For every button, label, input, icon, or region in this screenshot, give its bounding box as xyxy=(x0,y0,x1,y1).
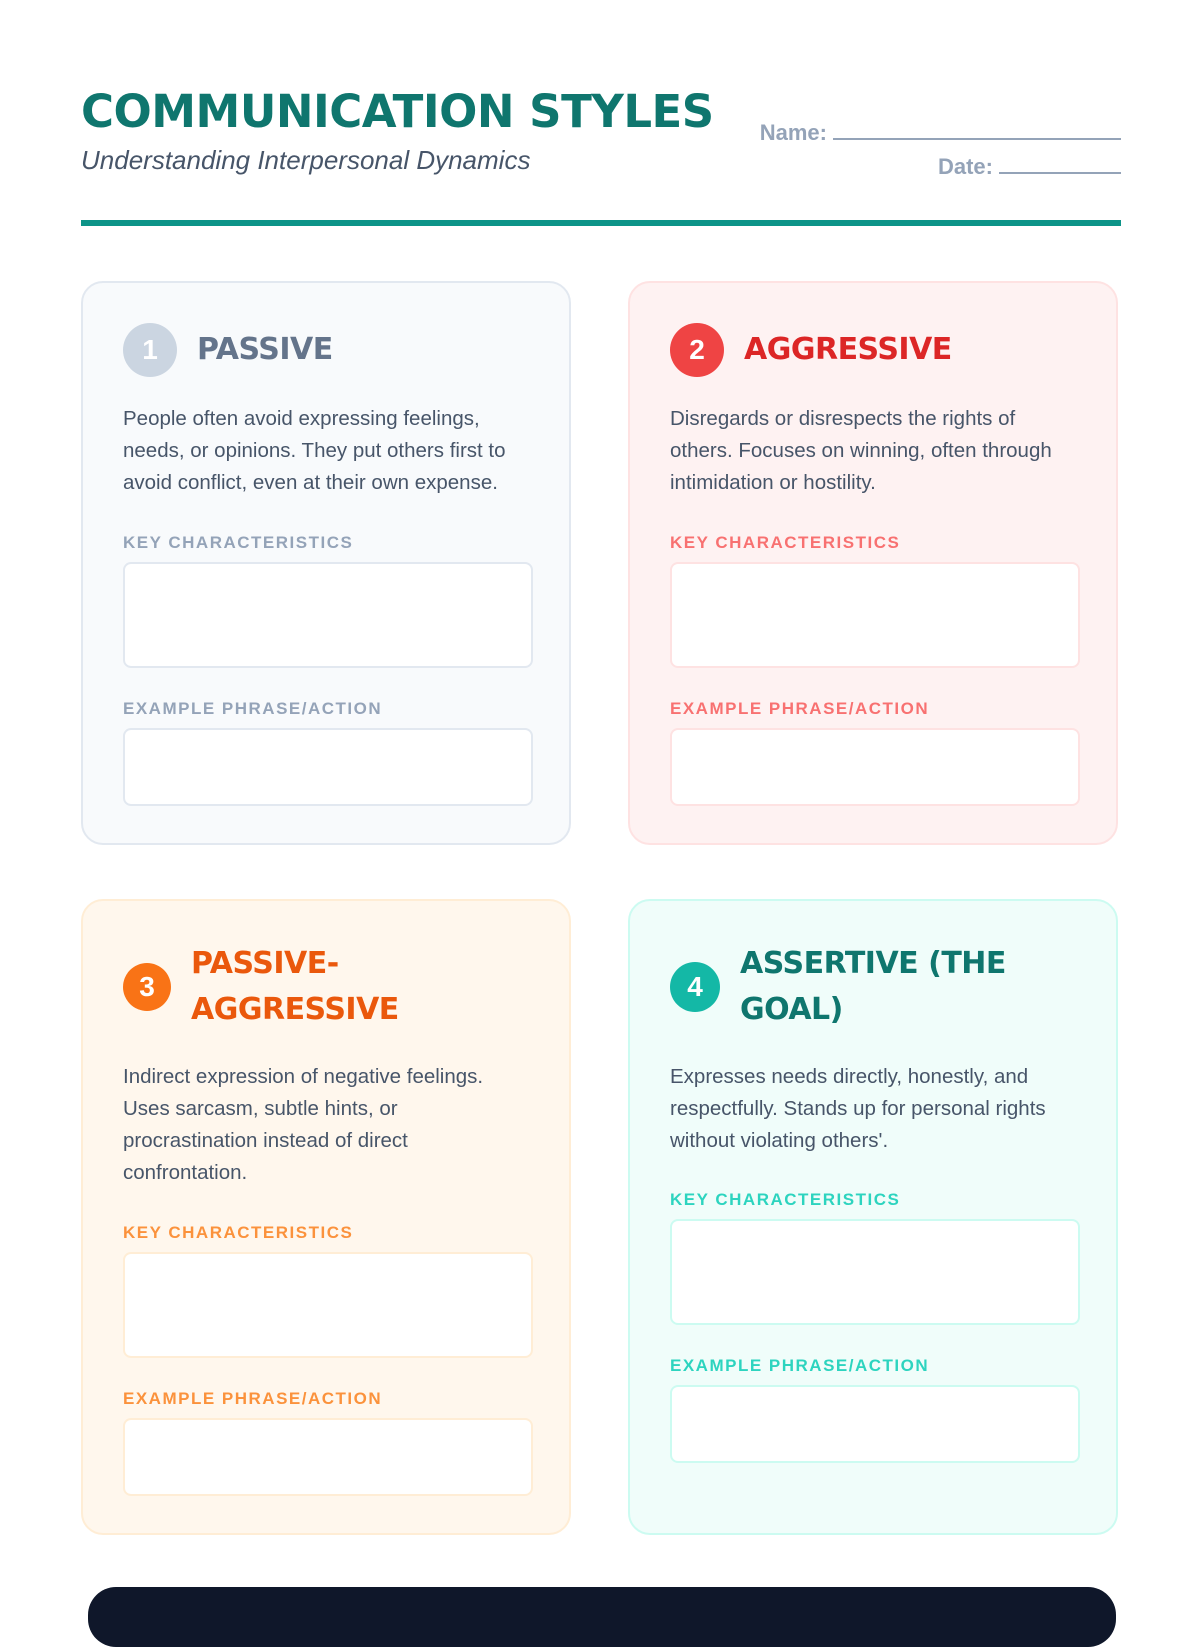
key-characteristics-input[interactable] xyxy=(123,1252,533,1358)
card-title: AGGRESSIVE xyxy=(744,332,952,367)
date-label: Date: xyxy=(937,154,993,179)
card-header xyxy=(670,941,1086,1033)
card-description: Expresses needs directly, honestly, and respectfully. Stands up for personal rights without violating others'. xyxy=(670,1065,1046,1152)
card-aggressive xyxy=(628,281,1118,845)
card-title: PASSIVE xyxy=(197,332,333,367)
number-badge: 1 xyxy=(123,323,177,377)
key-characteristics-label: KEY CHARACTERISTICS xyxy=(123,1223,354,1242)
card-passive xyxy=(81,281,571,845)
key-characteristics-label: KEY CHARACTERISTICS xyxy=(670,1190,901,1209)
example-phrase-input[interactable] xyxy=(670,1385,1080,1463)
card-description: People often avoid expressing feelings, needs, or opinions. They put others first to avoid conflict, even at their own expense. xyxy=(123,407,506,494)
number-badge: 4 xyxy=(670,962,720,1012)
example-phrase-label: EXAMPLE PHRASE/ACTION xyxy=(670,699,930,718)
card-description: Disregards or disrespects the rights of others. Focuses on winning, often through intimidation or hostility. xyxy=(670,407,1052,494)
page-title: COMMUNICATION STYLES xyxy=(81,85,714,138)
card-title: ASSERTIVE (THE GOAL) xyxy=(740,946,1006,1027)
date-row xyxy=(760,150,1121,184)
header-divider xyxy=(81,220,1121,226)
card-title: PASSIVE-AGGRESSIVE xyxy=(191,946,399,1027)
example-phrase-label: EXAMPLE PHRASE/ACTION xyxy=(670,1356,930,1375)
card-description: Indirect expression of negative feelings. Uses sarcasm, subtle hints, or procrastination instead of direct confrontation. xyxy=(123,1065,484,1184)
page-subtitle: Understanding Interpersonal Dynamics xyxy=(81,145,531,175)
key-characteristics-label: KEY CHARACTERISTICS xyxy=(123,533,354,552)
example-phrase-input[interactable] xyxy=(670,728,1080,806)
date-field[interactable] xyxy=(999,152,1121,174)
key-characteristics-input[interactable] xyxy=(670,1219,1080,1325)
card-header xyxy=(123,941,539,1033)
footer-banner xyxy=(88,1587,1116,1647)
key-characteristics-label: KEY CHARACTERISTICS xyxy=(670,533,901,552)
key-characteristics-input[interactable] xyxy=(670,562,1080,668)
worksheet-header xyxy=(81,80,1121,230)
card-header xyxy=(123,323,539,377)
name-field[interactable] xyxy=(833,118,1121,140)
example-phrase-label: EXAMPLE PHRASE/ACTION xyxy=(123,699,383,718)
student-info xyxy=(760,116,1121,184)
name-label: Name: xyxy=(759,120,827,145)
example-phrase-input[interactable] xyxy=(123,1418,533,1496)
card-header xyxy=(670,323,1086,377)
key-characteristics-input[interactable] xyxy=(123,562,533,668)
card-passive-aggressive xyxy=(81,899,571,1535)
number-badge: 3 xyxy=(123,963,171,1011)
example-phrase-label: EXAMPLE PHRASE/ACTION xyxy=(123,1389,383,1408)
card-assertive xyxy=(628,899,1118,1535)
number-badge: 2 xyxy=(670,323,724,377)
example-phrase-input[interactable] xyxy=(123,728,533,806)
name-row xyxy=(760,116,1121,150)
